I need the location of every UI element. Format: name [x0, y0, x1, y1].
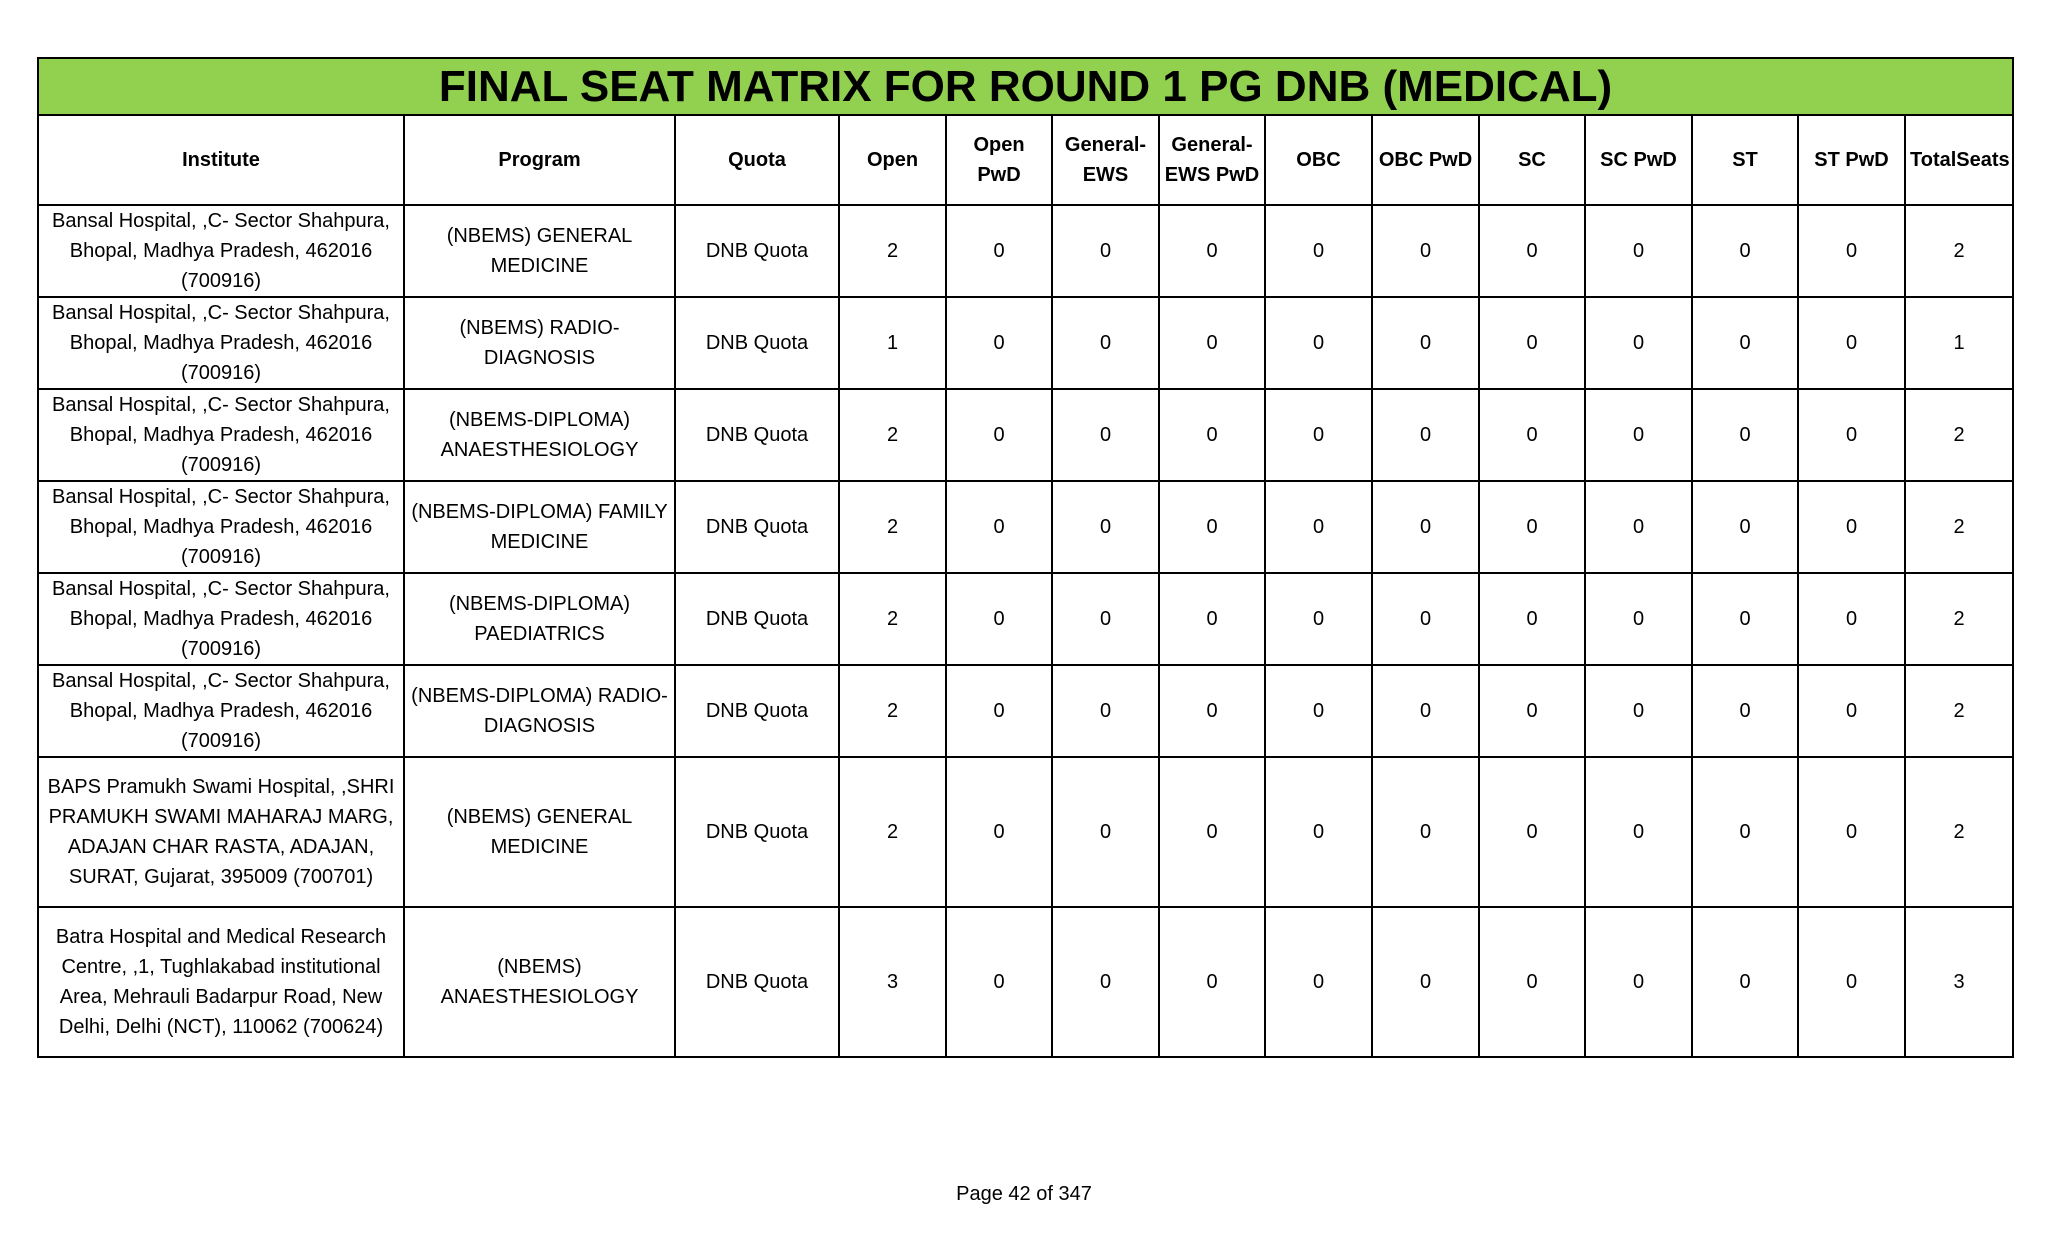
cell-general-ews-pwd: 0	[1159, 757, 1265, 907]
cell-obc-pwd: 0	[1372, 573, 1479, 665]
cell-open: 2	[839, 573, 946, 665]
cell-institute: Bansal Hospital, ,C- Sector Shahpura, Bhopal, Madhya Pradesh, 462016 (700916)	[38, 665, 404, 757]
cell-total-seats: 2	[1905, 389, 2013, 481]
cell-total-seats: 3	[1905, 907, 2013, 1057]
cell-st: 0	[1692, 389, 1798, 481]
cell-open-pwd: 0	[946, 297, 1052, 389]
cell-sc: 0	[1479, 573, 1585, 665]
col-header-total-seats: TotalSeats	[1905, 115, 2013, 205]
col-header-general-ews: General-EWS	[1052, 115, 1159, 205]
cell-institute: Bansal Hospital, ,C- Sector Shahpura, Bhopal, Madhya Pradesh, 462016 (700916)	[38, 573, 404, 665]
cell-sc: 0	[1479, 757, 1585, 907]
cell-institute: Bansal Hospital, ,C- Sector Shahpura, Bhopal, Madhya Pradesh, 462016 (700916)	[38, 297, 404, 389]
cell-st: 0	[1692, 757, 1798, 907]
table-row	[38, 297, 2013, 389]
cell-obc: 0	[1265, 665, 1372, 757]
cell-sc-pwd: 0	[1585, 757, 1692, 907]
cell-st-pwd: 0	[1798, 907, 1905, 1057]
cell-st: 0	[1692, 907, 1798, 1057]
cell-sc: 0	[1479, 389, 1585, 481]
cell-sc-pwd: 0	[1585, 573, 1692, 665]
cell-sc: 0	[1479, 205, 1585, 297]
cell-st-pwd: 0	[1798, 665, 1905, 757]
cell-obc: 0	[1265, 205, 1372, 297]
cell-general-ews-pwd: 0	[1159, 665, 1265, 757]
cell-open: 2	[839, 389, 946, 481]
col-header-open-pwd: Open PwD	[946, 115, 1052, 205]
cell-st: 0	[1692, 665, 1798, 757]
col-header-obc-pwd: OBC PwD	[1372, 115, 1479, 205]
cell-general-ews-pwd: 0	[1159, 205, 1265, 297]
cell-general-ews-pwd: 0	[1159, 573, 1265, 665]
cell-sc-pwd: 0	[1585, 907, 1692, 1057]
cell-obc-pwd: 0	[1372, 907, 1479, 1057]
cell-st-pwd: 0	[1798, 205, 1905, 297]
col-header-institute: Institute	[38, 115, 404, 205]
cell-program: (NBEMS-DIPLOMA) RADIO-DIAGNOSIS	[404, 665, 675, 757]
cell-total-seats: 2	[1905, 665, 2013, 757]
cell-quota: DNB Quota	[675, 389, 839, 481]
cell-sc-pwd: 0	[1585, 297, 1692, 389]
cell-quota: DNB Quota	[675, 665, 839, 757]
cell-quota: DNB Quota	[675, 907, 839, 1057]
cell-program: (NBEMS) GENERAL MEDICINE	[404, 205, 675, 297]
cell-institute: Bansal Hospital, ,C- Sector Shahpura, Bhopal, Madhya Pradesh, 462016 (700916)	[38, 389, 404, 481]
cell-program: (NBEMS) RADIO-DIAGNOSIS	[404, 297, 675, 389]
cell-open-pwd: 0	[946, 757, 1052, 907]
col-header-program: Program	[404, 115, 675, 205]
cell-general-ews: 0	[1052, 389, 1159, 481]
cell-st: 0	[1692, 481, 1798, 573]
cell-st: 0	[1692, 205, 1798, 297]
cell-general-ews-pwd: 0	[1159, 297, 1265, 389]
col-header-general-ews-pwd: General-EWS PwD	[1159, 115, 1265, 205]
cell-general-ews: 0	[1052, 757, 1159, 907]
cell-total-seats: 2	[1905, 205, 2013, 297]
cell-program: (NBEMS-DIPLOMA) ANAESTHESIOLOGY	[404, 389, 675, 481]
cell-st: 0	[1692, 297, 1798, 389]
cell-obc-pwd: 0	[1372, 205, 1479, 297]
cell-obc: 0	[1265, 481, 1372, 573]
cell-total-seats: 2	[1905, 573, 2013, 665]
table-row	[38, 205, 2013, 297]
cell-institute: BAPS Pramukh Swami Hospital, ,SHRI PRAMUKH SWAMI MAHARAJ MARG, ADAJAN CHAR RASTA, ADAJAN, SURAT, Gujarat, 395009 (700701)	[38, 757, 404, 907]
cell-sc-pwd: 0	[1585, 205, 1692, 297]
cell-total-seats: 2	[1905, 757, 2013, 907]
cell-obc-pwd: 0	[1372, 665, 1479, 757]
cell-open-pwd: 0	[946, 205, 1052, 297]
table-row	[38, 665, 2013, 757]
cell-open: 2	[839, 481, 946, 573]
cell-program: (NBEMS) ANAESTHESIOLOGY	[404, 907, 675, 1057]
cell-open-pwd: 0	[946, 665, 1052, 757]
cell-obc: 0	[1265, 389, 1372, 481]
cell-quota: DNB Quota	[675, 757, 839, 907]
cell-quota: DNB Quota	[675, 205, 839, 297]
cell-general-ews: 0	[1052, 907, 1159, 1057]
table-row	[38, 481, 2013, 573]
cell-sc: 0	[1479, 907, 1585, 1057]
cell-general-ews-pwd: 0	[1159, 389, 1265, 481]
cell-open: 2	[839, 665, 946, 757]
cell-obc: 0	[1265, 757, 1372, 907]
cell-program: (NBEMS-DIPLOMA) PAEDIATRICS	[404, 573, 675, 665]
cell-quota: DNB Quota	[675, 481, 839, 573]
col-header-st: ST	[1692, 115, 1798, 205]
cell-general-ews: 0	[1052, 297, 1159, 389]
cell-general-ews: 0	[1052, 205, 1159, 297]
cell-obc-pwd: 0	[1372, 757, 1479, 907]
cell-open: 2	[839, 205, 946, 297]
cell-total-seats: 1	[1905, 297, 2013, 389]
col-header-open: Open	[839, 115, 946, 205]
col-header-quota: Quota	[675, 115, 839, 205]
cell-st-pwd: 0	[1798, 573, 1905, 665]
cell-open-pwd: 0	[946, 481, 1052, 573]
cell-st-pwd: 0	[1798, 389, 1905, 481]
cell-open: 2	[839, 757, 946, 907]
cell-sc: 0	[1479, 297, 1585, 389]
cell-st-pwd: 0	[1798, 297, 1905, 389]
cell-obc-pwd: 0	[1372, 297, 1479, 389]
cell-obc: 0	[1265, 297, 1372, 389]
cell-open-pwd: 0	[946, 573, 1052, 665]
header-row	[38, 115, 2013, 205]
cell-quota: DNB Quota	[675, 297, 839, 389]
cell-sc-pwd: 0	[1585, 481, 1692, 573]
cell-program: (NBEMS) GENERAL MEDICINE	[404, 757, 675, 907]
cell-general-ews-pwd: 0	[1159, 907, 1265, 1057]
cell-open: 3	[839, 907, 946, 1057]
cell-general-ews: 0	[1052, 573, 1159, 665]
cell-quota: DNB Quota	[675, 573, 839, 665]
col-header-sc-pwd: SC PwD	[1585, 115, 1692, 205]
cell-sc: 0	[1479, 481, 1585, 573]
col-header-obc: OBC	[1265, 115, 1372, 205]
cell-open-pwd: 0	[946, 389, 1052, 481]
table-row	[38, 573, 2013, 665]
cell-general-ews: 0	[1052, 481, 1159, 573]
cell-sc-pwd: 0	[1585, 665, 1692, 757]
cell-total-seats: 2	[1905, 481, 2013, 573]
table-row	[38, 907, 2013, 1057]
table-row	[38, 757, 2013, 907]
cell-sc-pwd: 0	[1585, 389, 1692, 481]
col-header-sc: SC	[1479, 115, 1585, 205]
cell-institute: Batra Hospital and Medical Research Centre, ,1, Tughlakabad institutional Area, Mehrauli Badarpur Road, New Delhi, Delhi (NCT), 110062 (700624)	[38, 907, 404, 1057]
cell-general-ews: 0	[1052, 665, 1159, 757]
cell-st: 0	[1692, 573, 1798, 665]
table-row	[38, 389, 2013, 481]
cell-general-ews-pwd: 0	[1159, 481, 1265, 573]
cell-program: (NBEMS-DIPLOMA) FAMILY MEDICINE	[404, 481, 675, 573]
cell-obc: 0	[1265, 907, 1372, 1057]
cell-st-pwd: 0	[1798, 757, 1905, 907]
cell-obc-pwd: 0	[1372, 389, 1479, 481]
cell-st-pwd: 0	[1798, 481, 1905, 573]
cell-institute: Bansal Hospital, ,C- Sector Shahpura, Bhopal, Madhya Pradesh, 462016 (700916)	[38, 481, 404, 573]
cell-open-pwd: 0	[946, 907, 1052, 1057]
page-number: Page 42 of 347	[956, 1183, 1092, 1205]
cell-institute: Bansal Hospital, ,C- Sector Shahpura, Bhopal, Madhya Pradesh, 462016 (700916)	[38, 205, 404, 297]
table-title: FINAL SEAT MATRIX FOR ROUND 1 PG DNB (MEDICAL)	[38, 58, 2013, 115]
col-header-st-pwd: ST PwD	[1798, 115, 1905, 205]
cell-sc: 0	[1479, 665, 1585, 757]
cell-obc-pwd: 0	[1372, 481, 1479, 573]
seat-matrix-table	[37, 57, 2014, 1058]
cell-open: 1	[839, 297, 946, 389]
cell-obc: 0	[1265, 573, 1372, 665]
